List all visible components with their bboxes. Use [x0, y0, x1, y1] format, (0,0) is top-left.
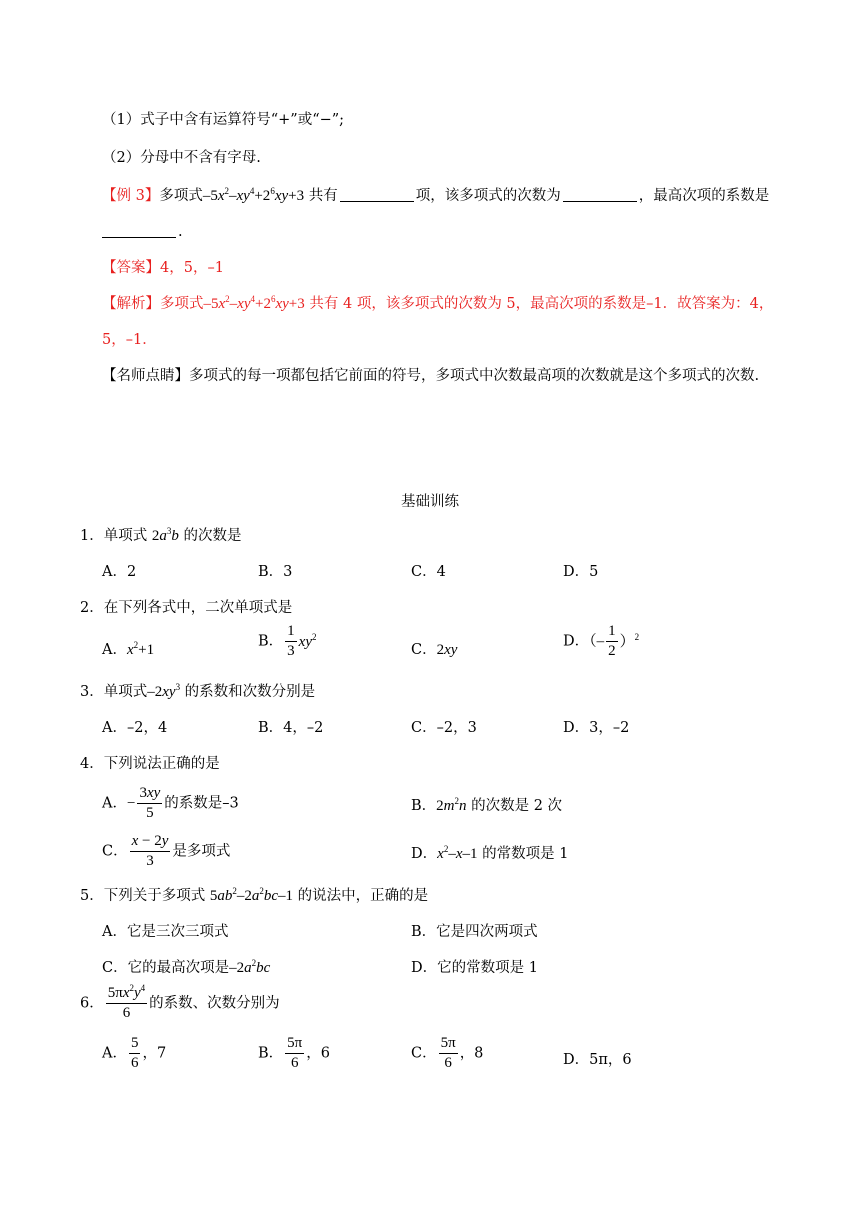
analysis-tag: 【解析】: [102, 296, 160, 312]
q2-option-b[interactable]: B． $\frac{1}{3}$ $xy^2$: [258, 623, 317, 659]
q6-option-b[interactable]: B． $\frac{5\pi}{6}$ ，6: [258, 1035, 330, 1071]
fraction-one-third: $\frac{1}{3}$: [287, 623, 295, 659]
answer-blank-1[interactable]: [340, 187, 414, 202]
q6-option-c[interactable]: C． $\frac{5\pi}{6}$ ，8: [411, 1035, 484, 1071]
q2-option-c[interactable]: C．2xy: [411, 642, 458, 658]
q1-option-c[interactable]: C．4: [411, 564, 446, 580]
analysis-line-2: 5，–1．: [102, 332, 157, 348]
question-4: 4．下列说法正确的是: [80, 756, 220, 772]
q2-option-d[interactable]: D．（– $\frac{1}{2}$ ）$^2$: [563, 623, 640, 659]
q5-option-a[interactable]: A．它是三次三项式: [102, 924, 229, 940]
analysis-line-1: 【解析】多项式$-5x^2-xy^4+2^6xy+3$ 共有 4 项，该多项式的次数为 5，最高次项的系数是–1．故答案为：4，: [102, 294, 774, 312]
intro-line-1: （1）式子中含有运算符号“+”或“−”;: [102, 112, 345, 128]
question-6: 6． $\frac{5\pi x^2y^4}{6}$ 的系数、次数分别为: [80, 983, 280, 1021]
q3-option-a[interactable]: A．–2，4: [102, 720, 168, 736]
intro-line-2: （2）分母中不含有字母.: [102, 150, 261, 166]
q2-option-a[interactable]: A．$x^2+1$: [102, 640, 155, 658]
teacher-tip: 【名师点睛】多项式的每一项都包括它前面的符号，多项式中次数最高项的次数就是这个多项式的次数.: [102, 368, 760, 384]
answer-line: [102, 258, 224, 278]
q5-option-b[interactable]: B．它是四次两项式: [411, 924, 538, 940]
question-2: 2．在下列各式中，二次单项式是: [80, 600, 293, 616]
q1-option-b[interactable]: B．3: [258, 564, 293, 580]
q3-option-d[interactable]: D．3，–2: [563, 720, 630, 736]
q1-option-a[interactable]: A．2: [102, 564, 137, 580]
answer-tag: 【答案】: [102, 260, 160, 276]
question-1: 1．单项式 $2a^3b$ 的次数是: [80, 526, 242, 544]
q5-option-d[interactable]: D．它的常数项是 1: [411, 960, 538, 976]
example-3-question: 【例 3】多项式$-5x^2-xy^4+2^6xy+3$ 共有 项，该多项式的次数为 ，最高次项的系数是: [102, 186, 770, 204]
q5-option-c[interactable]: C．它的最高次项是$-2a^2bc$: [102, 958, 271, 976]
q6-option-d[interactable]: D．5π，6: [563, 1052, 632, 1068]
question-3: 3．单项式$-2xy^3$ 的系数和次数分别是: [80, 682, 316, 700]
q4-option-a[interactable]: A．− $\frac{3xy}{5}$ 的系数是–3: [102, 785, 239, 821]
q6-option-a[interactable]: A． $\frac{5}{6}$ ，7: [102, 1035, 167, 1071]
fraction-x-minus-2y-over-3: $\frac{x - 2y}{3}$: [131, 833, 169, 869]
answer-value: 4，5，–1: [160, 260, 224, 276]
fraction-5pi-x2-y4-over-6: $\frac{5\pi x^2y^4}{6}$: [107, 983, 146, 1021]
q4-option-b[interactable]: B．$2m^2n$ 的次数是 2 次: [411, 796, 563, 814]
fraction-5pi-over-6: $\frac{5\pi}{6}$: [440, 1035, 456, 1071]
polynomial: $-5x^2-xy^4+2^6xy+3$: [202, 186, 305, 204]
fraction-5-over-6: $\frac{5}{6}$: [130, 1035, 139, 1071]
fraction-3xy-over-5: $\frac{3xy}{5}$: [139, 785, 161, 821]
q3-option-b[interactable]: B．4，–2: [258, 720, 324, 736]
q3-option-c[interactable]: C．–2，3: [411, 720, 477, 736]
example-tag: 【例 3】: [102, 188, 160, 204]
example-3-question-cont: .: [102, 222, 183, 242]
q1-option-d[interactable]: D．5: [563, 564, 599, 580]
fraction-one-half: $\frac{1}{2}$: [608, 623, 616, 659]
answer-blank-3[interactable]: [102, 223, 176, 238]
question-5: 5．下列关于多项式 $5ab^2-2a^2bc-1$ 的说法中，正确的是: [80, 886, 429, 904]
q4-option-c[interactable]: C． $\frac{x - 2y}{3}$ 是多项式: [102, 833, 231, 869]
fraction-5pi-over-6: $\frac{5\pi}{6}$: [287, 1035, 303, 1071]
q4-option-d[interactable]: D．$x^2-x-1$ 的常数项是 1: [411, 844, 569, 862]
answer-blank-2[interactable]: [563, 187, 637, 202]
section-title: 基础训练: [401, 494, 459, 510]
